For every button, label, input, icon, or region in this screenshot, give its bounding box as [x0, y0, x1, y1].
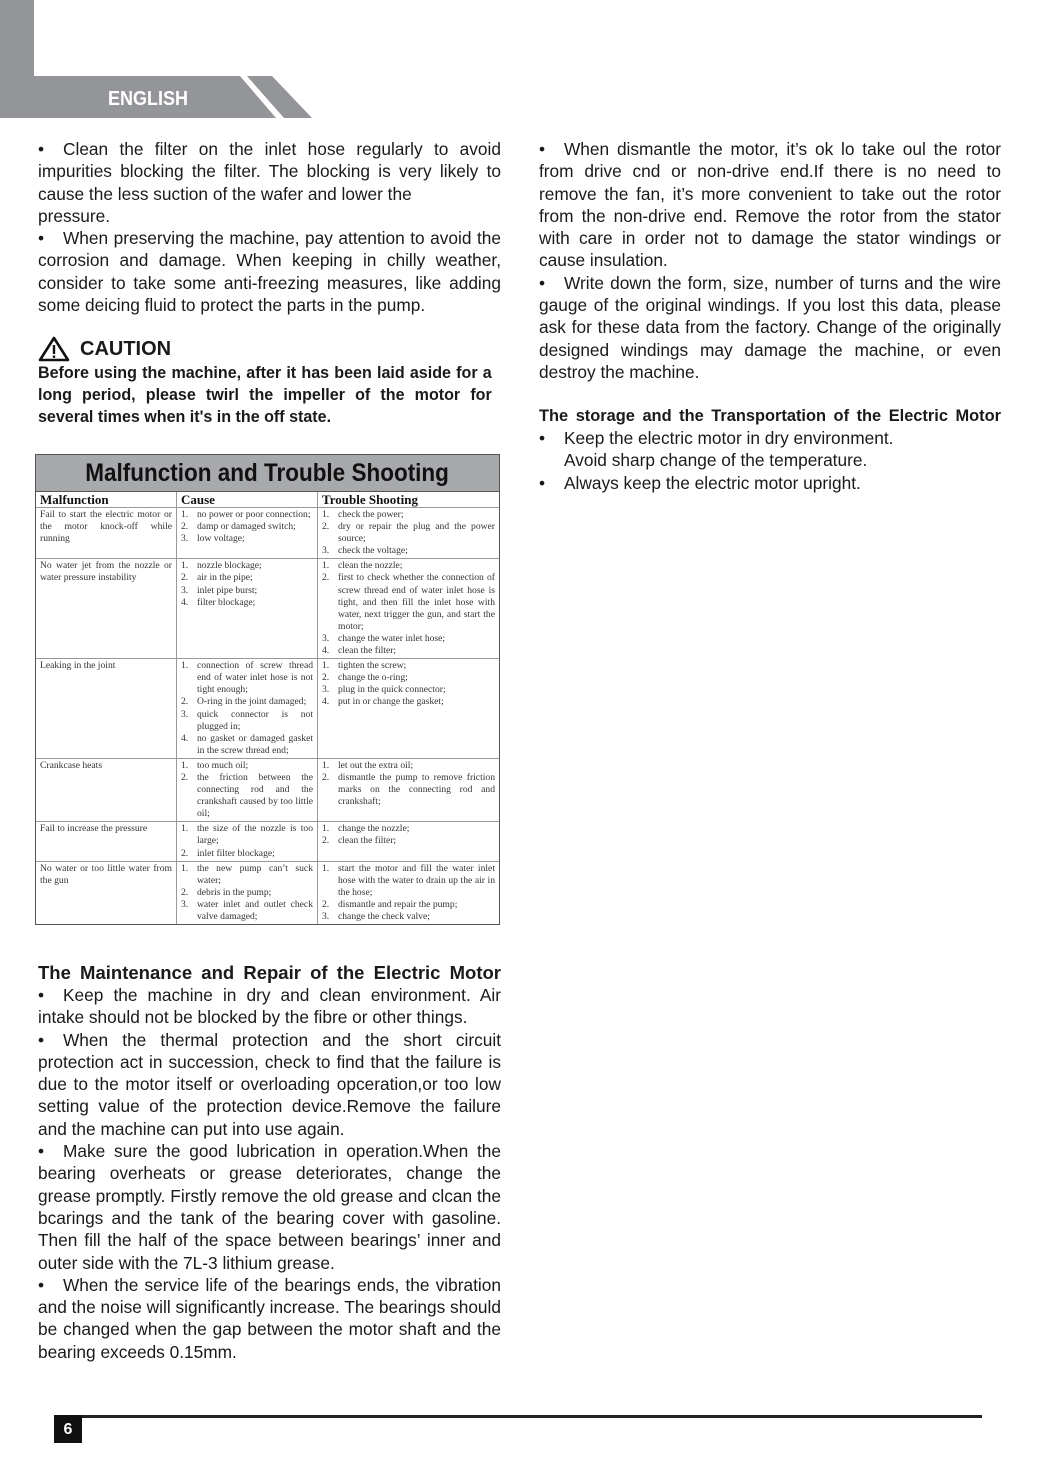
cause-item: the friction between the connecting rod and the crankshaft caused by too little oil; [197, 771, 313, 820]
solution-item: change the check valve; [338, 911, 430, 922]
storage-bullet [539, 472, 1001, 494]
solution-item: let out the extra oil; [338, 759, 414, 771]
bullet-paragraph [38, 1274, 501, 1363]
malfunction-cell: No water or too little water from the gun [36, 861, 177, 924]
solution-cell [318, 559, 500, 659]
solution-cell-list [322, 509, 495, 557]
solution-item: put in or change the gasket; [338, 696, 444, 708]
bullet-icon: • [539, 272, 546, 293]
table-row [36, 861, 499, 924]
solution-cell [318, 758, 500, 821]
column-header-cause: Cause [177, 492, 318, 508]
bullet-text: When the service life of the bearings ends, the vibration and the noise will significantly increase. The bearings should be changed when the gap between the motor shaft and the bearing exceeds 0.15mm. [38, 1274, 501, 1362]
cause-item: inlet filter blockage; [197, 847, 275, 859]
solution-item: clean the filter; [338, 835, 397, 847]
page-number: 6 [54, 1415, 82, 1443]
cause-cell [177, 758, 318, 821]
left-column [38, 138, 501, 428]
cause-cell [177, 508, 318, 559]
solution-item: dismantle the pump to remove friction marks on the connecting rod and crankshaft; [338, 771, 495, 808]
cause-item: connection of screw thread end of water inlet hose is not tight enough; [197, 660, 313, 696]
caution-text: Before using the machine, after it has been laid aside for a long period, please twirl the impeller of the motor for several times when it's in the off state. [38, 364, 492, 427]
cause-item: water inlet and outlet check valve damaged; [197, 898, 313, 922]
maintenance-heading: The Maintenance and Repair of the Electric Motor [38, 962, 501, 983]
caution-heading [38, 336, 501, 362]
solution-item: check the voltage; [338, 545, 408, 557]
cause-cell-list [181, 509, 313, 545]
bullet-icon: • [38, 228, 45, 249]
bullet-icon: • [38, 985, 45, 1005]
caution-title: CAUTION [80, 338, 172, 361]
table-row [36, 758, 499, 821]
solution-item: check the power; [338, 509, 404, 520]
solution-cell [318, 861, 500, 924]
solution-item: clean the filter; [338, 645, 397, 657]
table-header-row [36, 492, 499, 508]
footer-rule [54, 1415, 982, 1418]
bullet-icon: • [38, 1141, 45, 1162]
cause-item: low voltage; [197, 533, 245, 545]
table-row [36, 559, 499, 659]
cause-item: nozzle blockage; [197, 560, 262, 572]
bullet-text-line: Clean the filter on the inlet hose regularly to avoid impurities blocking the filter. The blocking is very likely to cause the less suction of the wafer and lower the [38, 139, 501, 204]
malfunction-cell: Fail to start the electric motor or the motor knock-off while running [36, 508, 177, 559]
language-label: ENGLISH [108, 88, 189, 110]
solution-cell [318, 659, 500, 759]
cause-cell [177, 822, 318, 861]
storage-bullet-line: Always keep the electric motor upright. [564, 472, 861, 493]
bullet-text: When the thermal protection and the short circuit protection act in succession, check to find that the failure is due to the motor itself or overloading opceration,or too low setting value of the protection device.Remove the failure and the machine can put into use again. [38, 1029, 501, 1139]
bullet-paragraph [38, 1029, 501, 1140]
cause-item: the size of the nozzle is too large; [197, 823, 313, 847]
solution-cell-list [322, 760, 495, 808]
storage-bullet [539, 427, 1001, 472]
bullet-icon: • [38, 139, 45, 159]
solution-item: first to check whether the connection of screw thread end of water inlet hose is tight, and then fill the inlet hose with water, next trigger the gun, and start the motor; [338, 572, 495, 632]
malfunction-cell: Crankcase heats [36, 758, 177, 821]
bullet-icon: • [539, 139, 546, 159]
cause-cell [177, 659, 318, 759]
solution-item: tighten the screw; [338, 660, 407, 672]
bullet-text: Make sure the good lubrication in operation.When the bearing overheats or grease deteriorates, change the grease promptly. Firstly remove the old grease and clcan the bcarings and the tank of the bearing cover with gasoline. Then fill the half of the space between bearings’ inner and outer side with the 7L-3 lithium grease. [38, 1141, 501, 1273]
cause-item: damp or damaged switch; [197, 521, 296, 533]
solution-item: dismantle and repair the pump; [338, 898, 458, 910]
storage-bullet-line: Avoid sharp change of the temperature. [564, 450, 868, 471]
cause-item: no power or poor connection; [197, 509, 311, 520]
bullet-text: Keep the machine in dry and clean environment. Air intake should not be blocked by the fibre or other things. [38, 985, 501, 1028]
bullet-paragraph [539, 138, 1001, 272]
column-header-trouble-shooting: Trouble Shooting [318, 492, 500, 508]
cause-item: inlet pipe burst; [197, 584, 258, 596]
cause-cell-list [181, 760, 313, 820]
table-body [36, 508, 499, 925]
storage-heading: The storage and the Transportation of the Electric Motor [539, 407, 1001, 425]
malfunction-cell: No water jet from the nozzle or water pressure instability [36, 559, 177, 659]
cause-cell-list [181, 863, 313, 923]
bullet-paragraph [38, 227, 501, 316]
bullet-paragraph [38, 138, 501, 205]
table-row [36, 508, 499, 559]
warning-triangle-icon [38, 336, 70, 362]
table-row [36, 659, 499, 759]
solution-item: change the water inlet hose; [338, 632, 446, 644]
bullet-paragraph [38, 1140, 501, 1274]
solution-cell-list [322, 823, 495, 847]
cause-cell-list [181, 823, 313, 859]
solution-cell [318, 508, 500, 559]
cause-cell [177, 861, 318, 924]
bullet-icon: • [38, 1274, 45, 1295]
cause-item: the new pump can’t suck water; [197, 862, 313, 886]
cause-item: too much oil; [197, 759, 249, 771]
cause-cell [177, 559, 318, 659]
solution-item: change the nozzle; [338, 823, 410, 835]
malfunction-table [35, 454, 500, 925]
solution-item: clean the nozzle; [338, 560, 403, 572]
cause-cell-list [181, 560, 313, 608]
bullet-icon: • [38, 1029, 45, 1050]
bullet-icon: • [539, 428, 546, 448]
solution-cell-list [322, 560, 495, 657]
bullet-text: When dismantle the motor, it’s ok lo take oul the rotor from drive cnd or non-drive end.If there is no need to remove the fan, it’s more convenient to take out the rotor from the non-drive end. Remove the rotor from the stator with care in order not to damage the stator windings or cause insulation. [539, 139, 1001, 271]
table-title-text: Malfunction and Trouble Shooting [85, 459, 450, 487]
right-column [539, 138, 1001, 383]
solution-cell-list [322, 660, 495, 708]
table-title [36, 455, 499, 492]
troubleshooting-table [36, 492, 499, 924]
maintenance-section [38, 962, 501, 1363]
bullet-paragraph-continuation: pressure. [38, 205, 111, 226]
bullet-icon: • [539, 472, 546, 493]
bullet-paragraph [38, 984, 501, 1029]
column-header-malfunction: Malfunction [36, 492, 177, 508]
cause-item: no gasket or damaged gasket in the screw thread end; [197, 732, 313, 756]
storage-bullet-line: Keep the electric motor in dry environment. [564, 428, 894, 448]
solution-cell-list [322, 863, 495, 923]
bullet-paragraph [539, 272, 1001, 383]
storage-section [539, 405, 1001, 494]
malfunction-cell: Leaking in the joint [36, 659, 177, 759]
solution-item: dry or repair the plug and the power source; [338, 521, 495, 545]
cause-cell-list [181, 660, 313, 757]
bullet-text: Write down the form, size, number of turns and the wire gauge of the original windings. If you lost this data, please ask for these data from the factory. Change of the originally designed windings may damage the machine, or even destroy the machine. [539, 272, 1001, 382]
solution-item: change the o-ring; [338, 672, 408, 684]
cause-item: debris in the pump; [197, 886, 272, 898]
cause-item: quick connector is not plugged in; [197, 708, 313, 732]
malfunction-cell: Fail to increase the pressure [36, 822, 177, 861]
cause-item: filter blockage; [197, 596, 256, 608]
solution-cell [318, 822, 500, 861]
cause-item: air in the pipe; [197, 572, 253, 584]
solution-item: start the motor and fill the water inlet hose with the water to drain up the air in the hose; [338, 862, 495, 898]
bullet-text: When preserving the machine, pay attention to avoid the corrosion and damage. When keeping in chilly weather, consider to take some anti-freezing measures, like adding some deicing fluid to protect the parts in the pump. [38, 228, 501, 316]
solution-item: plug in the quick connector; [338, 684, 446, 696]
table-row [36, 822, 499, 861]
cause-item: O-ring in the joint damaged; [197, 696, 307, 708]
